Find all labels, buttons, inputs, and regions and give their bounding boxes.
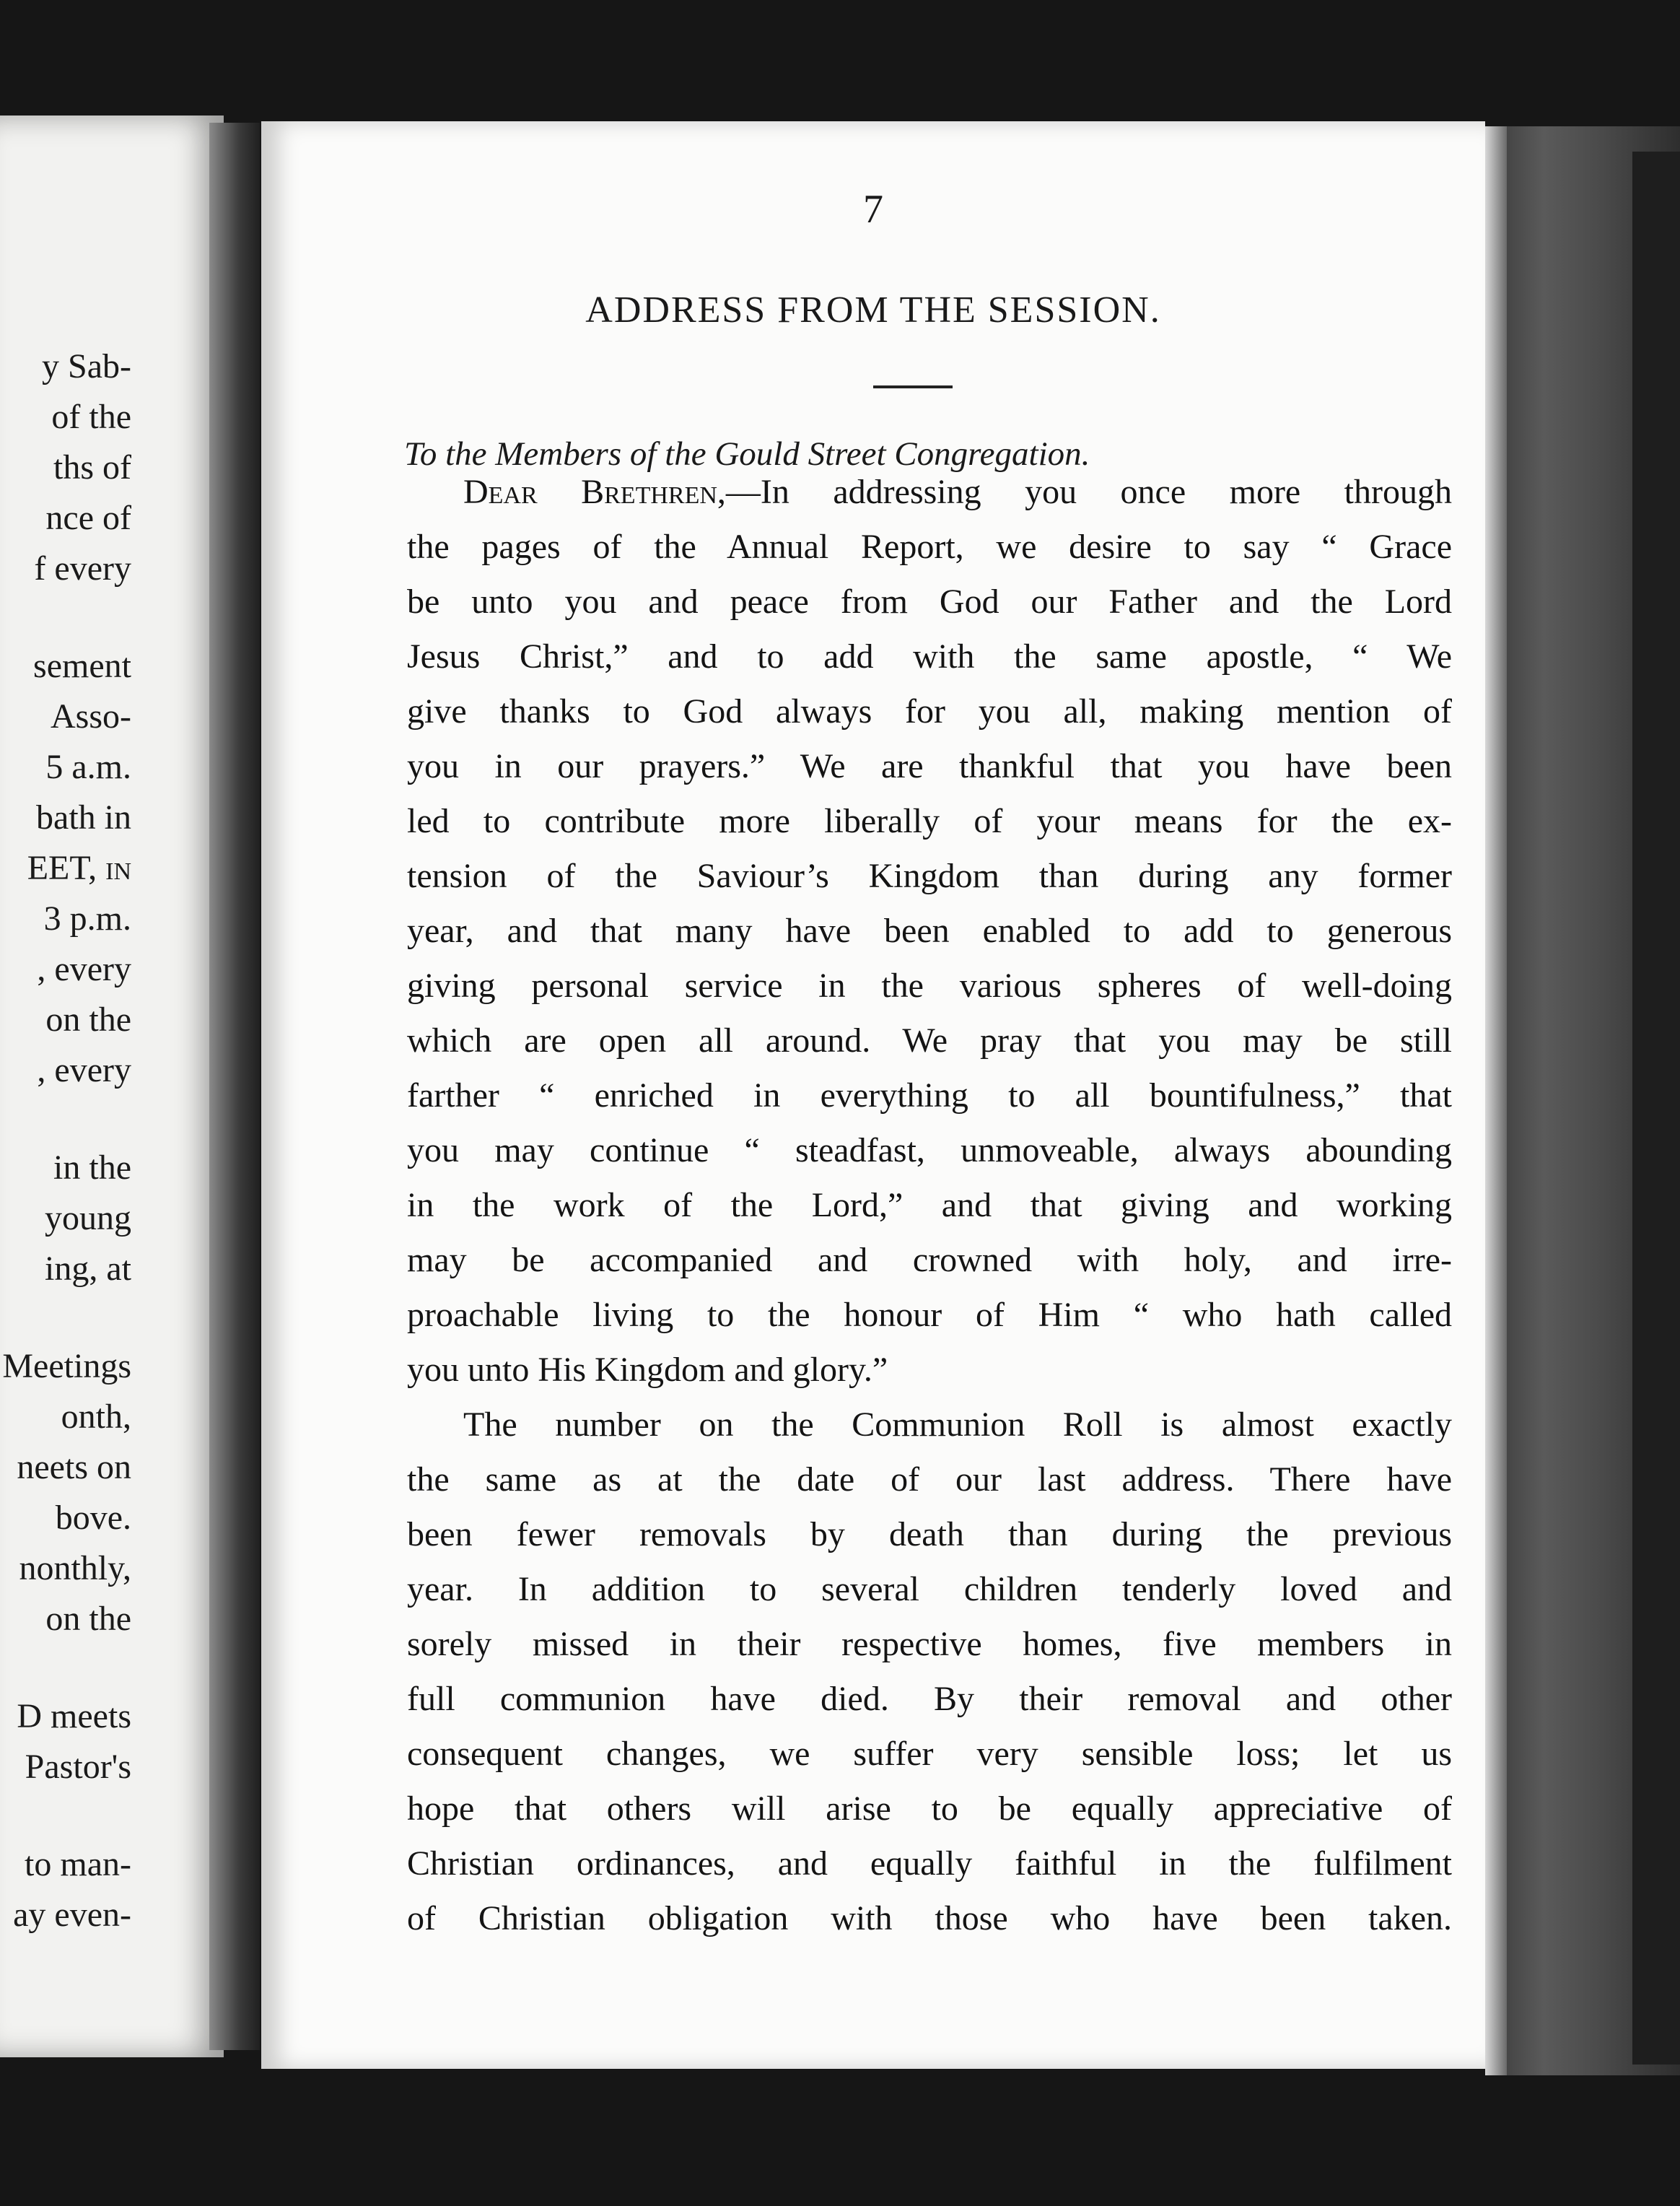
left-line: D meets xyxy=(17,1697,131,1735)
text-line: year, and that many have been enabled to add to generous xyxy=(407,912,1452,950)
text-line: be unto you and peace from God our Father and the Lord xyxy=(407,583,1452,621)
left-page xyxy=(0,115,224,2057)
text-line: consequent changes, we suffer very sensible loss; let us xyxy=(407,1735,1452,1773)
left-line: Pastor's xyxy=(25,1748,131,1786)
left-line: sement xyxy=(33,647,131,685)
text-line: year. In addition to several children tenderly loved and xyxy=(407,1570,1452,1608)
text-line xyxy=(407,472,1452,523)
left-line: y Sab- xyxy=(42,347,131,385)
text-line: hope that others will arise to be equally appreciative of xyxy=(407,1789,1452,1828)
text-line: the pages of the Annual Report, we desire to say “ Grace xyxy=(407,528,1452,566)
text-line: proachable living to the honour of Him “ who hath called xyxy=(407,1296,1452,1334)
page-7 xyxy=(261,121,1485,2069)
text-line: farther “ enriched in everything to all bountifulness,” that xyxy=(407,1076,1452,1115)
text-line: you may continue “ steadfast, unmoveable, always abounding xyxy=(407,1131,1452,1169)
left-line: bath in xyxy=(36,798,131,837)
text-line: led to contribute more liberally of your means for the ex- xyxy=(407,802,1452,840)
left-line: , every xyxy=(37,950,131,988)
left-line: ay even- xyxy=(13,1896,131,1934)
text-line: may be accompanied and crowned with holy, and irre- xyxy=(407,1241,1452,1279)
left-line: EET, in xyxy=(27,849,131,887)
text-line: the same as at the date of our last address. There have xyxy=(407,1460,1452,1499)
text-line: Christian ordinances, and equally faithful in the fulfilment xyxy=(407,1844,1452,1883)
left-line: Asso- xyxy=(50,697,131,736)
text-line: giving personal service in the various spheres of well-doing xyxy=(407,967,1452,1005)
left-line: nce of xyxy=(45,499,131,537)
text-line: you in our prayers.” We are thankful that you have been xyxy=(407,747,1452,785)
text-line: Jesus Christ,” and to add with the same apostle, “ We xyxy=(407,637,1452,676)
text-line: sorely missed in their respective homes, five members in xyxy=(407,1625,1452,1663)
heading-rule xyxy=(873,385,953,388)
left-line: young xyxy=(45,1199,131,1237)
section-heading: ADDRESS FROM THE SESSION. xyxy=(585,289,1161,331)
left-line: on the xyxy=(45,1000,131,1039)
salutation: To the Members of the Gould Street Congregation. xyxy=(404,435,1090,473)
book-gutter xyxy=(209,123,260,2050)
text-line: The number on the Communion Roll is almost exactly xyxy=(463,1405,1452,1444)
left-line: ing, at xyxy=(45,1250,131,1288)
page-number: 7 xyxy=(863,187,883,232)
text-line: of Christian obligation with those who have been taken. xyxy=(407,1899,1452,1937)
text-line: in the work of the Lord,” and that giving and working xyxy=(407,1186,1452,1224)
left-line: on the xyxy=(45,1600,131,1638)
left-line: of the xyxy=(51,398,131,436)
left-line: bove. xyxy=(55,1499,131,1537)
left-line: nonthly, xyxy=(19,1549,131,1587)
opening-words: Dear Brethren, xyxy=(463,473,726,511)
page-edge-highlight xyxy=(1485,126,1507,2075)
text-line: tension of the Saviour’s Kingdom than during any former xyxy=(407,857,1452,895)
text-line: which are open all around. We pray that you may be still xyxy=(407,1021,1452,1060)
left-line: , every xyxy=(37,1051,131,1089)
left-line: Meetings xyxy=(2,1347,131,1385)
line-text: —In addressing you once more through xyxy=(725,473,1452,511)
left-line: 3 p.m. xyxy=(43,899,131,938)
left-line: onth, xyxy=(61,1398,131,1436)
text-line: you unto His Kingdom and glory.” xyxy=(407,1351,888,1389)
text-line: been fewer removals by death than during the previous xyxy=(407,1515,1452,1553)
left-line: neets on xyxy=(17,1448,131,1486)
book-cover-edge xyxy=(1632,152,1680,2065)
left-line: ths of xyxy=(53,448,131,487)
left-line: to man- xyxy=(25,1845,131,1883)
left-line: 5 a.m. xyxy=(45,748,131,786)
left-line: f every xyxy=(34,549,131,588)
text-line: full communion have died. By their removal and other xyxy=(407,1680,1452,1718)
text-line: give thanks to God always for you all, making mention of xyxy=(407,692,1452,731)
left-line: in the xyxy=(53,1148,131,1187)
